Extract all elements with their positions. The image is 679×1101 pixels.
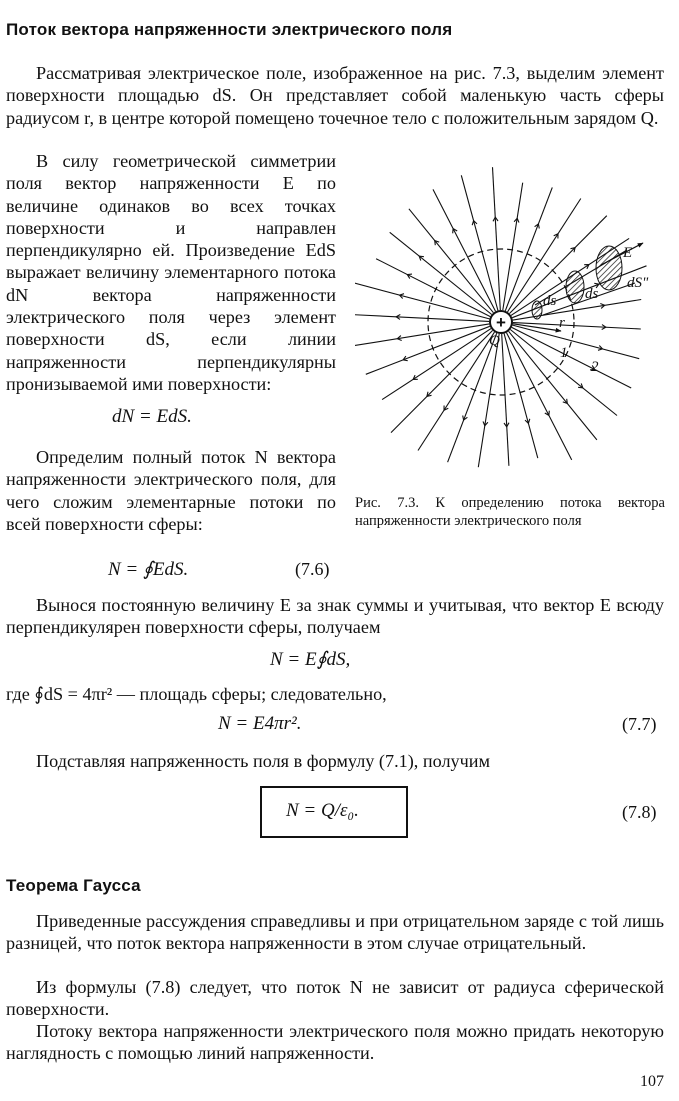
- paragraph-radius-independence: Из формулы (7.8) следует, что поток N не зависит от радиуса сферической поверхности.: [6, 977, 664, 1020]
- paragraph-field-lines: Потоку вектора напряженности электрического поля можно придать некоторую наглядность с помощью линий напряженности.: [6, 1021, 664, 1064]
- svg-text:1: 1: [560, 345, 568, 361]
- svg-text:+: +: [496, 313, 506, 332]
- svg-text:ds: ds: [543, 293, 557, 309]
- section-heading-gauss: Теорема Гаусса: [6, 876, 141, 895]
- field-line: [355, 283, 489, 319]
- surface-element-2: [566, 271, 584, 303]
- figure-caption: Рис. 7.3. К определению потока вектора напряженности электрического поля: [355, 495, 665, 529]
- field-line: [513, 325, 640, 359]
- surface-element-1: [532, 301, 542, 319]
- field-line: [504, 334, 538, 459]
- formula-N-4pi: N = E4πr².: [218, 713, 302, 734]
- field-line: [461, 175, 498, 310]
- equation-number-7-6: (7.6): [295, 559, 330, 579]
- paragraph-negative-charge: Приведенные рассуждения справедливы и при отрицательном заряде с той лишь разницей, что поток вектора напряженности в этом случае отрицательный.: [6, 911, 664, 954]
- formula-N-Q-eps: N = Q/ε₀.: [286, 800, 359, 821]
- paragraph-constant-E: Вынося постоянную величину E за знак суммы и учитывая, что вектор E всюду перпендикулярен поверхности сферы, получаем: [6, 595, 664, 638]
- paragraph-sphere-area: где ∮dS = 4πr² — площадь сферы; следовательно,: [6, 684, 387, 704]
- formula-N-E-integral: N = E∮dS,: [270, 649, 351, 670]
- figure-field-lines: [355, 165, 660, 485]
- svg-text:r: r: [559, 315, 565, 331]
- field-line: [355, 315, 489, 322]
- field-line: [513, 323, 641, 329]
- section-heading-flux: Поток вектора напряженности электрического поля: [6, 20, 453, 39]
- svg-text:dS": dS": [627, 275, 649, 291]
- equation-number-7-7: (7.7): [622, 714, 657, 734]
- svg-text:2: 2: [591, 359, 599, 375]
- svg-text:ds: ds: [585, 286, 599, 302]
- paragraph-substitute: Подставляя напряженность поля в формулу (7.1), получим: [36, 751, 491, 771]
- field-line: [493, 167, 501, 310]
- paragraph-symmetry: В силу геометрической симметрии поля вектор напряженности E по величине одинаков во всех точках поверхности и направлен перпендикулярно ей. Произведение EdS выражает величину элементарного потока dN вектора напряженности электрического поля через элемент поверхности dS, если линии напряженности перпендикулярны пронизываемой ими поверхности:: [6, 151, 336, 394]
- formula-N-integral: N = ∮EdS.: [108, 559, 189, 580]
- equation-number-7-8: (7.8): [622, 802, 657, 822]
- page-number: 107: [640, 1073, 664, 1090]
- paragraph-total-flux: Определим полный поток N вектора напряженности электрического поля, для чего сложим элементарные потоки по всей поверхности сферы:: [6, 447, 336, 534]
- svg-text:E: E: [623, 245, 633, 261]
- formula-dN: dN = EdS.: [112, 406, 192, 427]
- svg-text:Q: Q: [489, 333, 500, 349]
- field-line: [502, 334, 509, 466]
- field-line: [391, 331, 493, 433]
- surface-element-3: [596, 246, 622, 290]
- paragraph-intro: Рассматривая электрическое поле, изображенное на рис. 7.3, выделим элемент поверхности площадью dS. Он представляет собой маленькую часть сферы радиусом r, в центре которой помещено точечное тело с положительным зарядом Q.: [6, 63, 664, 128]
